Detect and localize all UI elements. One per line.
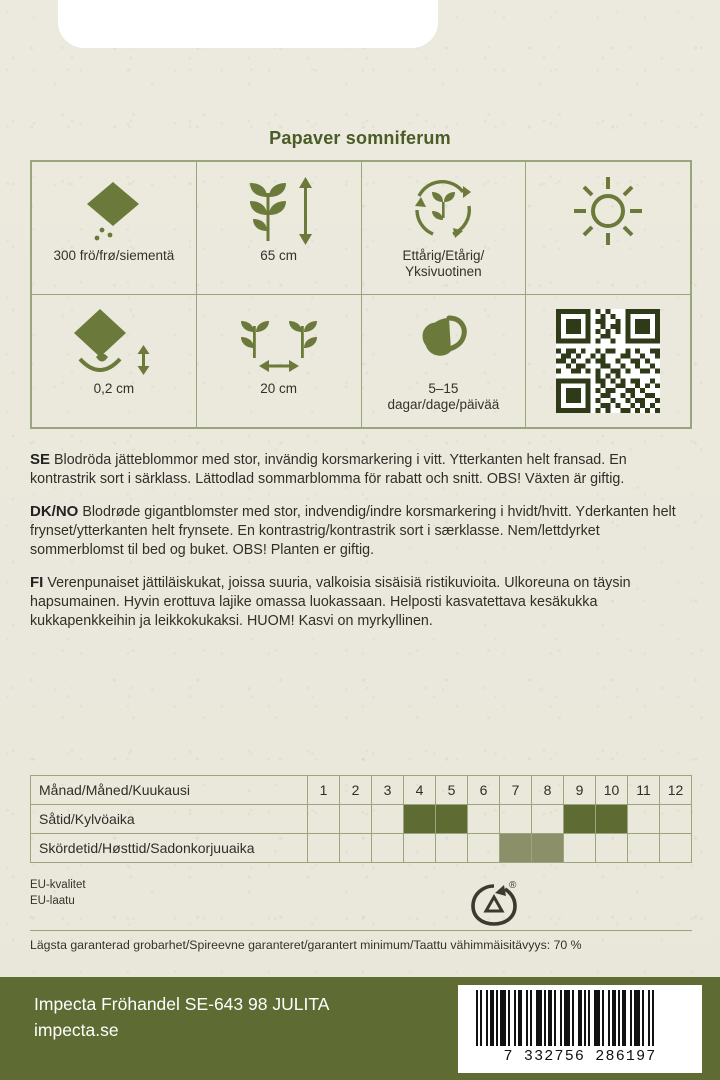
month-header-12: 12 [660, 776, 692, 805]
grid-cell-depth [32, 295, 197, 428]
harvest-cell-1 [308, 834, 340, 863]
harvest-cell-2 [340, 834, 372, 863]
germination-time-icon [405, 307, 481, 381]
life-cycle-icon [405, 174, 481, 248]
qr-code-icon[interactable] [556, 309, 660, 413]
life-cycle-label [398, 248, 488, 281]
month-header-5: 5 [436, 776, 468, 805]
packet-top-notch [58, 0, 438, 48]
lifecycle-line2: Yksivuotinen [405, 264, 482, 280]
harvest-cell-3 [372, 834, 404, 863]
barcode [458, 985, 702, 1073]
lang-label-fi: FI [30, 574, 44, 591]
grid-cell-lifecycle [361, 162, 526, 295]
registered-mark: ® [509, 880, 517, 891]
sun-icon [568, 174, 648, 248]
barcode-number: 7 332756 286197 [503, 1048, 657, 1065]
sow-cell-3 [372, 805, 404, 834]
description-dkno [30, 502, 692, 560]
sow-cell-1 [308, 805, 340, 834]
plant-height-icon [236, 174, 322, 248]
month-header-6: 6 [468, 776, 500, 805]
lang-label-dkno: DK/NO [30, 503, 79, 520]
calendar-row-label-harvest: Skördetid/Høsttid/Sadonkorjuuaika [31, 834, 308, 863]
footer-bar [0, 977, 720, 1080]
harvest-cell-4 [404, 834, 436, 863]
description-text-se: Blodröda jätteblommor med stor, invändig korsmarkering i vitt. Ytterkanten helt fransad. En kontrastrik sort i särklass. Lättodlad sommarblomma för rabatt och snitt. OBS! Växten är giftig. [30, 452, 627, 487]
info-icon-grid [30, 160, 692, 429]
month-header-4: 4 [404, 776, 436, 805]
sow-cell-4 [404, 805, 436, 834]
harvest-cell-6 [468, 834, 500, 863]
harvest-cell-9 [564, 834, 596, 863]
month-header-8: 8 [532, 776, 564, 805]
sow-cell-11 [628, 805, 660, 834]
harvest-cell-10 [596, 834, 628, 863]
harvest-cell-11 [628, 834, 660, 863]
calendar-row-harvest [31, 834, 692, 863]
germination-line2: dagar/dage/päivää [387, 397, 500, 413]
grid-cell-qr[interactable] [526, 295, 691, 428]
page-title: Papaver somniferum [269, 128, 451, 148]
plant-spacing-label: 20 cm [260, 381, 297, 396]
month-header-1: 1 [308, 776, 340, 805]
calendar-row-sowing [31, 805, 692, 834]
harvest-cell-7 [500, 834, 532, 863]
germination-line1: 5–15 [428, 381, 459, 396]
sow-cell-10 [596, 805, 628, 834]
sow-cell-5 [436, 805, 468, 834]
harvest-cell-12 [660, 834, 692, 863]
company-info [34, 991, 329, 1044]
germination-time-label [383, 381, 503, 414]
eu-quality-line2: EU-laatu [30, 894, 75, 907]
sow-cell-8 [532, 805, 564, 834]
calendar-header-row [31, 776, 692, 805]
seed-count-label: 300 frö/frø/siementä [53, 248, 175, 263]
grid-cell-spacing [196, 295, 361, 428]
calendar-header-label: Månad/Måned/Kuukausi [31, 776, 308, 805]
month-header-11: 11 [628, 776, 660, 805]
plant-spacing-icon [227, 307, 331, 381]
sowing-depth-label: 0,2 cm [93, 381, 135, 396]
description-text-fi: Verenpunaiset jättiläiskukat, joissa suuria, valkoisia sisäisiä ristikuvioita. Ulkoreuna on täysin hapsumainen. Hyvin erottuva lajike omassa luokassaan. Helposti kasvatettava kesäkukka kukkapenkkeihin ja leikkokukaksi. HUOM! Kasvi on myrkyllinen. [30, 575, 631, 629]
harvest-cell-5 [436, 834, 468, 863]
sowing-calendar [30, 775, 692, 863]
eu-quality-block [30, 878, 86, 909]
grid-cell-seed-count [32, 162, 197, 295]
grid-cell-germination [361, 295, 526, 428]
grid-cell-sun [526, 162, 691, 295]
eu-quality-line1: EU-kvalitet [30, 879, 86, 891]
sow-cell-2 [340, 805, 372, 834]
description-fi [30, 573, 692, 631]
sow-cell-6 [468, 805, 500, 834]
month-header-10: 10 [596, 776, 628, 805]
description-se [30, 450, 692, 489]
sow-cell-9 [564, 805, 596, 834]
description-text-dkno: Blodrøde gigantblomster med stor, indvendig/indre korsmarkering i hvidt/hvitt. Yderkanten helt frynset/ytterkanten helt frynsete. En kontrastrig/kontrastrik sort i særklasse. Nem/lettdyrket sommerblomst til bed og buket. OBS! Planten er giftig. [30, 504, 676, 558]
lifecycle-line1: Ettårig/Etårig/ [402, 248, 485, 263]
grid-cell-height [196, 162, 361, 295]
month-header-3: 3 [372, 776, 404, 805]
sow-cell-7 [500, 805, 532, 834]
company-website: impecta.se [34, 1020, 119, 1041]
sow-cell-12 [660, 805, 692, 834]
plant-height-label: 65 cm [260, 248, 297, 263]
company-address: Impecta Fröhandel SE-643 98 JULITA [34, 994, 330, 1014]
month-header-7: 7 [500, 776, 532, 805]
germination-guarantee-note: Lägsta garanterad grobarhet/Spireevne garanteret/garantert minimum/Taattu vähimmäisitävyys: 70 % [30, 938, 582, 952]
sowing-depth-icon [66, 307, 162, 381]
month-header-2: 2 [340, 776, 372, 805]
seed-packet-icon [82, 174, 146, 248]
calendar-row-label-sowing: Såtid/Kylvöaika [31, 805, 308, 834]
divider-line [30, 930, 692, 931]
description-block [30, 450, 692, 644]
month-header-9: 9 [564, 776, 596, 805]
barcode-bars [476, 990, 696, 1046]
harvest-cell-8 [532, 834, 564, 863]
lang-label-se: SE [30, 451, 51, 468]
